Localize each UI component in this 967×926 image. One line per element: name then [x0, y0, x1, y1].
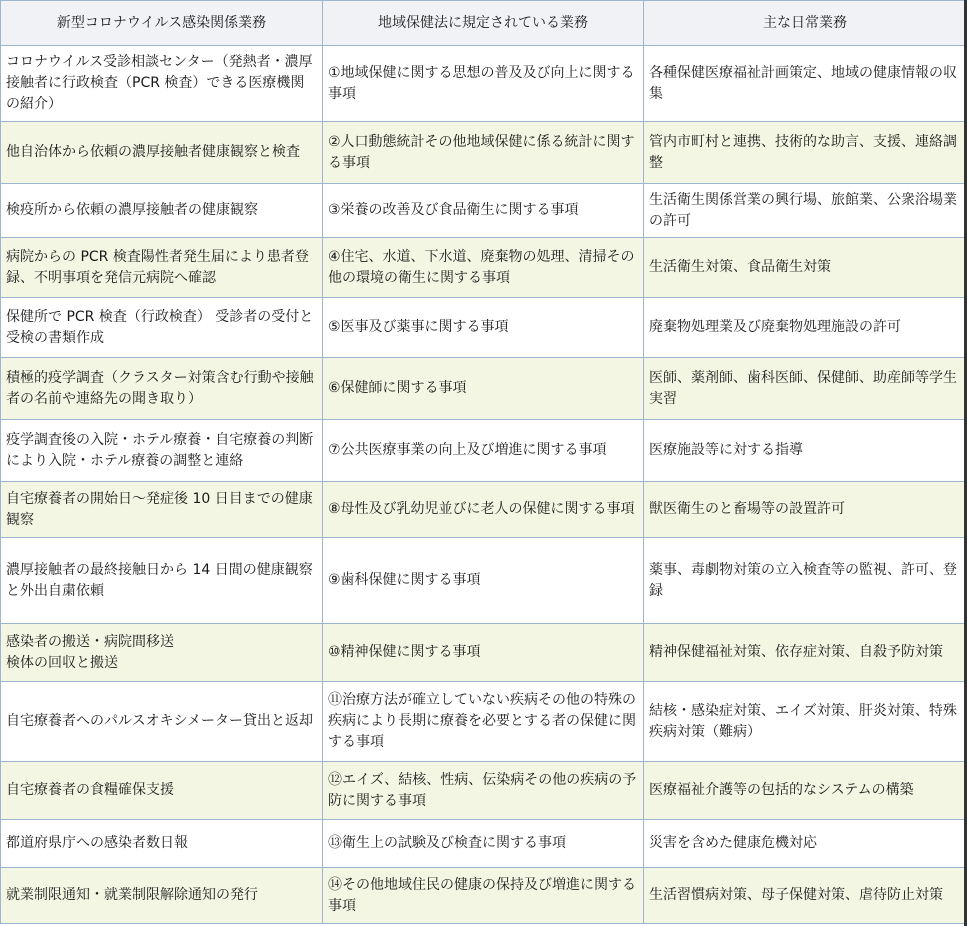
table-row — [1, 624, 967, 682]
daily-duty-cell: 結核・感染症対策、エイズ対策、肝炎対策、特殊疾病対策（難病） — [644, 682, 967, 762]
table-body — [1, 46, 967, 924]
table-row — [1, 184, 967, 238]
covid-duty-cell: 他自治体から依頼の濃厚接触者健康観察と検査 — [1, 122, 323, 184]
daily-duty-cell: 管内市町村と連携、技術的な助言、支援、連絡調整 — [644, 122, 967, 184]
table-row — [1, 482, 967, 538]
table-row — [1, 682, 967, 762]
covid-duty-cell: 自宅療養者の開始日～発症後 10 日目までの健康観察 — [1, 482, 323, 538]
table-row — [1, 46, 967, 122]
table-row — [1, 820, 967, 868]
daily-duty-cell: 医師、薬剤師、歯科医師、保健師、助産師等学生実習 — [644, 358, 967, 420]
community-health-act-duty-cell: ⑧母性及び乳幼児並びに老人の保健に関する事項 — [323, 482, 644, 538]
table-row — [1, 358, 967, 420]
covid-duty-cell: 自宅療養者へのパルスオキシメーター貸出と返却 — [1, 682, 323, 762]
daily-duty-cell: 薬事、毒劇物対策の立入検査等の監視、許可、登録 — [644, 538, 967, 624]
table-row — [1, 868, 967, 924]
header-covid-duties: 新型コロナウイルス感染関係業務 — [1, 1, 323, 46]
covid-duty-cell: 病院からの PCR 検査陽性者発生届により患者登録、不明事項を発信元病院へ確認 — [1, 238, 323, 298]
daily-duty-cell: 精神保健福祉対策、依存症対策、自殺予防対策 — [644, 624, 967, 682]
daily-duty-cell: 医療施設等に対する指導 — [644, 420, 967, 482]
community-health-act-duty-cell: ⑩精神保健に関する事項 — [323, 624, 644, 682]
community-health-act-duty-cell: ⑬衛生上の試験及び検査に関する事項 — [323, 820, 644, 868]
covid-duty-cell: 都道府県庁への感染者数日報 — [1, 820, 323, 868]
header-daily-duties: 主な日常業務 — [644, 1, 967, 46]
daily-duty-cell: 各種保健医療福祉計画策定、地域の健康情報の収集 — [644, 46, 967, 122]
daily-duty-cell: 医療福祉介護等の包括的なシステムの構築 — [644, 762, 967, 820]
community-health-act-duty-cell: ⑫エイズ、結核、性病、伝染病その他の疾病の予防に関する事項 — [323, 762, 644, 820]
community-health-act-duty-cell: ⑥保健師に関する事項 — [323, 358, 644, 420]
community-health-act-duty-cell: ⑪治療方法が確立していない疾病その他の特殊の疾病により長期に療養を必要とする者の保健に関する事項 — [323, 682, 644, 762]
community-health-act-duty-cell: ②人口動態統計その他地域保健に係る統計に関する事項 — [323, 122, 644, 184]
daily-duty-cell: 廃棄物処理業及び廃棄物処理施設の許可 — [644, 298, 967, 358]
covid-duty-cell: 感染者の搬送・病院間移送 検体の回収と搬送 — [1, 624, 323, 682]
table-header — [1, 1, 967, 46]
table-row — [1, 298, 967, 358]
community-health-act-duty-cell: ⑤医事及び薬事に関する事項 — [323, 298, 644, 358]
header-community-health-act-duties: 地域保健法に規定されている業務 — [323, 1, 644, 46]
table-row — [1, 122, 967, 184]
covid-duty-cell: 保健所で PCR 検査（行政検査） 受診者の受付と受検の書類作成 — [1, 298, 323, 358]
daily-duty-cell: 生活衛生対策、食品衛生対策 — [644, 238, 967, 298]
table-row — [1, 238, 967, 298]
daily-duty-cell: 災害を含めた健康危機対応 — [644, 820, 967, 868]
covid-duty-cell: 濃厚接触者の最終接触日から 14 日間の健康観察と外出自粛依頼 — [1, 538, 323, 624]
community-health-act-duty-cell: ⑦公共医療事業の向上及び増進に関する事項 — [323, 420, 644, 482]
covid-duty-cell: 積極的疫学調査（クラスター対策含む行動や接触者の名前や連絡先の聞き取り） — [1, 358, 323, 420]
covid-duty-cell: 疫学調査後の入院・ホテル療養・自宅療養の判断により入院・ホテル療養の調整と連絡 — [1, 420, 323, 482]
table-row — [1, 538, 967, 624]
community-health-act-duty-cell: ⑭その他地域住民の健康の保持及び増進に関する事項 — [323, 868, 644, 924]
community-health-act-duty-cell: ④住宅、水道、下水道、廃棄物の処理、清掃その他の環境の衛生に関する事項 — [323, 238, 644, 298]
community-health-act-duty-cell: ⑨歯科保健に関する事項 — [323, 538, 644, 624]
covid-duty-cell: 就業制限通知・就業制限解除通知の発行 — [1, 868, 323, 924]
community-health-act-duty-cell: ①地域保健に関する思想の普及及び向上に関する事項 — [323, 46, 644, 122]
daily-duty-cell: 生活習慣病対策、母子保健対策、虐待防止対策 — [644, 868, 967, 924]
table-row — [1, 420, 967, 482]
covid-duty-cell: 検疫所から依頼の濃厚接触者の健康観察 — [1, 184, 323, 238]
community-health-act-duty-cell: ③栄養の改善及び食品衛生に関する事項 — [323, 184, 644, 238]
daily-duty-cell: 生活衛生関係営業の興行場、旅館業、公衆浴場業の許可 — [644, 184, 967, 238]
daily-duty-cell: 獣医衛生のと畜場等の設置許可 — [644, 482, 967, 538]
header-row — [1, 1, 967, 46]
covid-duty-cell: コロナウイルス受診相談センター（発熱者・濃厚接触者に行政検査（PCR 検査）できる医療機関の紹介） — [1, 46, 323, 122]
covid-duty-cell: 自宅療養者の食糧確保支援 — [1, 762, 323, 820]
table-row — [1, 762, 967, 820]
